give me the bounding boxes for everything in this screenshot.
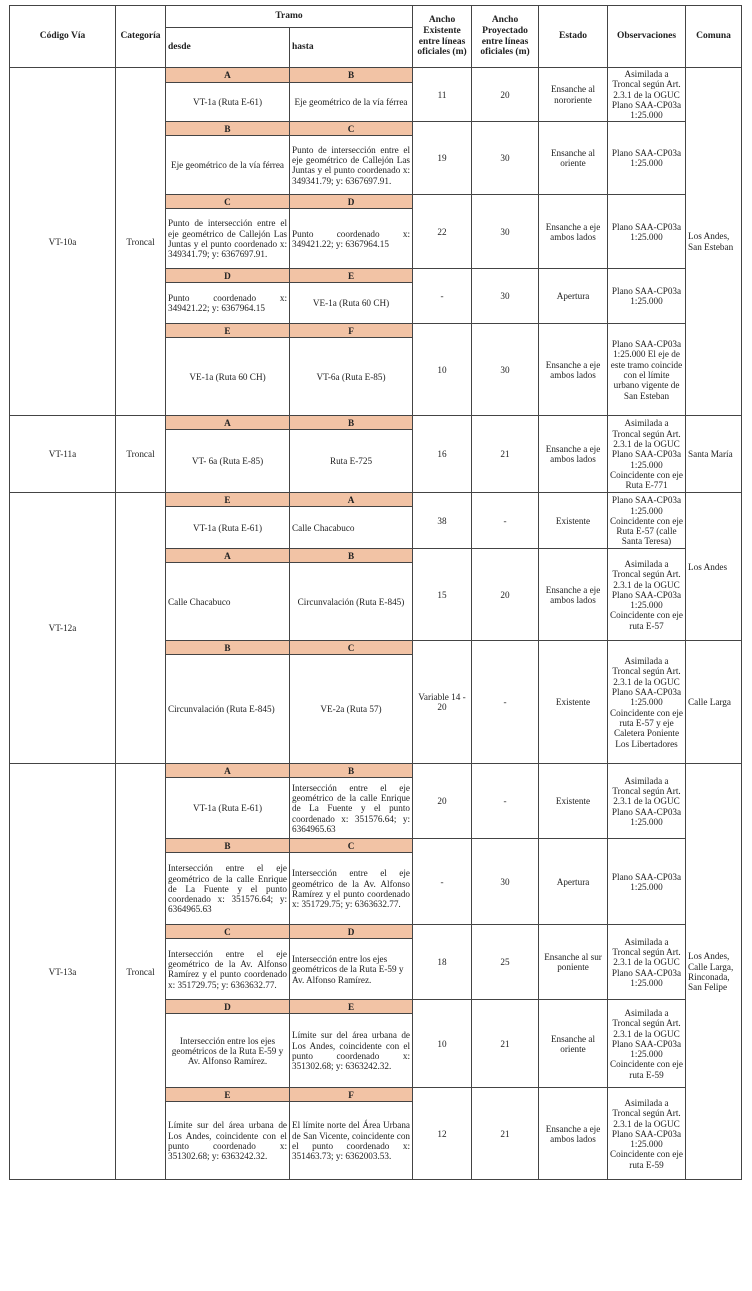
observaciones: Asimilada a Troncal según Art. 2.3.1 de la OGUC Plano SAA-CP03a 1:25.000: [608, 68, 686, 122]
observaciones: Plano SAA-CP03a 1:25.000 Coincidente con eje Ruta E-57 (calle Santa Teresa): [608, 493, 686, 549]
via-code: VT-10a: [10, 68, 116, 416]
tramo-desde: Punto coordenado x: 349421.22; y: 6367964.15: [166, 283, 290, 324]
estado: Ensanche a eje ambos lados: [539, 416, 608, 493]
ancho-existente: 19: [413, 122, 472, 195]
ancho-existente: 38: [413, 493, 472, 549]
to-letter: A: [290, 493, 413, 507]
estado: Existente: [539, 493, 608, 549]
via-category: Troncal: [116, 68, 166, 416]
observaciones: Asimilada a Troncal según Art. 2.3.1 de la OGUC Plano SAA-CP03a 1:25.000: [608, 925, 686, 1000]
tramo-hasta: Circunvalación (Ruta E-845): [290, 563, 413, 641]
from-letter: B: [166, 122, 290, 136]
tramo-hasta: VE-2a (Ruta 57): [290, 655, 413, 764]
to-letter: D: [290, 195, 413, 209]
to-letter: F: [290, 324, 413, 338]
from-letter: A: [166, 764, 290, 778]
comuna: Los Andes, Calle Larga, Rinconada, San Felipe: [686, 764, 742, 1180]
estado: Apertura: [539, 269, 608, 324]
observaciones: Asimilada a Troncal según Art. 2.3.1 de la OGUC Plano SAA-CP03a 1:25.000 Coincidente con eje ruta E-57 y eje Caletera Poniente Los Libertadores: [608, 641, 686, 764]
via-category: [116, 493, 166, 764]
tramo-desde: VE-1a (Ruta 60 CH): [166, 338, 290, 416]
tramo-desde: Intersección entre el eje geométrico de la Av. Alfonso Ramírez y el punto coordenado x: 351729.75; y: 6363632.77.: [166, 939, 290, 1000]
tramo-hasta: VE-1a (Ruta 60 CH): [290, 283, 413, 324]
to-letter: B: [290, 416, 413, 430]
to-letter: F: [290, 1088, 413, 1102]
observaciones: Asimilada a Troncal según Art. 2.3.1 de la OGUC Plano SAA-CP03a 1:25.000 Coincidente con eje ruta E-57: [608, 549, 686, 641]
ancho-existente: Variable 14 - 20: [413, 641, 472, 764]
ancho-existente: -: [413, 269, 472, 324]
estado: Ensanche al nororiente: [539, 68, 608, 122]
observaciones: Plano SAA-CP03a 1:25.000: [608, 195, 686, 269]
ancho-existente: 10: [413, 1000, 472, 1088]
ancho-existente: -: [413, 839, 472, 925]
header-desde: desde: [166, 28, 290, 68]
ancho-existente: 18: [413, 925, 472, 1000]
estado: Ensanche al sur poniente: [539, 925, 608, 1000]
from-letter: A: [166, 549, 290, 563]
from-letter: A: [166, 416, 290, 430]
tramo-hasta: Intersección entre los ejes geométricos de la Ruta E-59 y Av. Alfonso Ramírez.: [290, 939, 413, 1000]
from-letter: A: [166, 68, 290, 83]
from-letter: D: [166, 269, 290, 283]
tramo-desde: Calle Chacabuco: [166, 563, 290, 641]
to-letter: E: [290, 269, 413, 283]
to-letter: B: [290, 549, 413, 563]
from-letter: D: [166, 1000, 290, 1014]
ancho-proyectado: 30: [472, 195, 539, 269]
from-letter: B: [166, 641, 290, 655]
from-letter: B: [166, 839, 290, 853]
road-table: [9, 5, 742, 1180]
tramo-desde: VT-1a (Ruta E-61): [166, 507, 290, 549]
tramo-desde: Intersección entre los ejes geométricos de la Ruta E-59 y Av. Alfonso Ramírez.: [166, 1014, 290, 1088]
ancho-existente: 10: [413, 324, 472, 416]
ancho-existente: 16: [413, 416, 472, 493]
comuna: Los Andes, San Esteban: [686, 68, 742, 416]
from-letter: E: [166, 1088, 290, 1102]
observaciones: Asimilada a Troncal según Art. 2.3.1 de la OGUC Plano SAA-CP03a 1:25.000 Coincidente con eje Ruta E-771: [608, 416, 686, 493]
tramo-hasta: Intersección entre el eje geométrico de la calle Enrique de La Fuente y el punto coordenado x: 351576.64; y: 6364965.63: [290, 778, 413, 839]
tramo-hasta: Punto de intersección entre el eje geométrico de Callejón Las Juntas y el punto coordenado x: 349341.79; y: 6367697.91.: [290, 136, 413, 195]
tramo-desde: Punto de intersección entre el eje geométrico de Callejón Las Juntas y el punto coordenado x: 349341.79; y: 6367697.91.: [166, 209, 290, 269]
ancho-proyectado: 21: [472, 1000, 539, 1088]
comuna: Los Andes: [686, 493, 742, 641]
estado: Ensanche al oriente: [539, 1000, 608, 1088]
to-letter: C: [290, 641, 413, 655]
header-tramo: Tramo: [166, 6, 413, 28]
header-estado: Estado: [539, 6, 608, 68]
tramo-hasta: El límite norte del Área Urbana de San Vicente, coincidente con el punto coordenado x: 351463.73; y: 6362003.53.: [290, 1102, 413, 1180]
estado: Ensanche a eje ambos lados: [539, 549, 608, 641]
to-letter: D: [290, 925, 413, 939]
observaciones: Asimilada a Troncal según Art. 2.3.1 de la OGUC Plano SAA-CP03a 1:25.000 Coincidente con eje ruta E-59: [608, 1000, 686, 1088]
ancho-proyectado: 30: [472, 324, 539, 416]
ancho-proyectado: 20: [472, 68, 539, 122]
to-letter: C: [290, 122, 413, 136]
tramo-desde: Circunvalación (Ruta E-845): [166, 655, 290, 764]
from-letter: C: [166, 925, 290, 939]
observaciones: Asimilada a Troncal según Art. 2.3.1 de la OGUC Plano SAA-CP03a 1:25.000 Coincidente con eje ruta E-59: [608, 1088, 686, 1180]
ancho-proyectado: 25: [472, 925, 539, 1000]
estado: Apertura: [539, 839, 608, 925]
ancho-proyectado: -: [472, 764, 539, 839]
from-letter: C: [166, 195, 290, 209]
tramo-desde: Intersección entre el eje geométrico de la calle Enrique de La Fuente y el punto coordenado x: 351576.64; y: 6364965.63: [166, 853, 290, 925]
table-body: [10, 68, 742, 1180]
tramo-hasta: Límite sur del área urbana de Los Andes, coincidente con el punto coordenado x: 351302.68; y: 6363242.32.: [290, 1014, 413, 1088]
tramo-hasta: VT-6a (Ruta E-85): [290, 338, 413, 416]
header-categoria: Categoría: [116, 6, 166, 68]
ancho-proyectado: 30: [472, 122, 539, 195]
comuna: Santa María: [686, 416, 742, 493]
via-category: Troncal: [116, 764, 166, 1180]
ancho-existente: 15: [413, 549, 472, 641]
ancho-proyectado: -: [472, 641, 539, 764]
ancho-proyectado: 30: [472, 269, 539, 324]
observaciones: Plano SAA-CP03a 1:25.000: [608, 122, 686, 195]
header-ancho-proyectado: Ancho Proyectado entre líneas oficiales (m): [472, 6, 539, 68]
segment-letter-row: [10, 68, 742, 83]
estado: Ensanche a eje ambos lados: [539, 1088, 608, 1180]
ancho-proyectado: 21: [472, 416, 539, 493]
header-observaciones: Observaciones: [608, 6, 686, 68]
via-code: VT-13a: [10, 764, 116, 1180]
from-letter: E: [166, 493, 290, 507]
tramo-hasta: Ruta E-725: [290, 430, 413, 493]
estado: Existente: [539, 764, 608, 839]
header-hasta: hasta: [290, 28, 413, 68]
to-letter: C: [290, 839, 413, 853]
tramo-desde: VT-1a (Ruta E-61): [166, 778, 290, 839]
segment-letter-row: [10, 764, 742, 778]
tramo-hasta: Calle Chacabuco: [290, 507, 413, 549]
estado: Ensanche a eje ambos lados: [539, 324, 608, 416]
estado: Ensanche a eje ambos lados: [539, 195, 608, 269]
to-letter: E: [290, 1000, 413, 1014]
header-ancho-existente: Ancho Existente entre líneas oficiales (m): [413, 6, 472, 68]
ancho-existente: 20: [413, 764, 472, 839]
from-letter: E: [166, 324, 290, 338]
comuna: Calle Larga: [686, 641, 742, 764]
segment-letter-row: [10, 493, 742, 507]
tramo-hasta: Punto coordenado x: 349421.22; y: 6367964.15: [290, 209, 413, 269]
tramo-hasta: Intersección entre el eje geométrico de la Av. Alfonso Ramírez y el punto coordenado x: 351729.75; y: 6363632.77.: [290, 853, 413, 925]
to-letter: B: [290, 68, 413, 83]
observaciones: Plano SAA-CP03a 1:25.000: [608, 839, 686, 925]
header-codigo: Código Vía: [10, 6, 116, 68]
ancho-existente: 12: [413, 1088, 472, 1180]
estado: Ensanche al oriente: [539, 122, 608, 195]
ancho-proyectado: 21: [472, 1088, 539, 1180]
tramo-desde: Eje geométrico de la vía férrea: [166, 136, 290, 195]
tramo-hasta: Eje geométrico de la vía férrea: [290, 82, 413, 122]
to-letter: B: [290, 764, 413, 778]
ancho-proyectado: -: [472, 493, 539, 549]
tramo-desde: VT-1a (Ruta E-61): [166, 82, 290, 122]
ancho-proyectado: 30: [472, 839, 539, 925]
observaciones: Plano SAA-CP03a 1:25.000 El eje de este tramo coincide con el límite urbano vigente de San Esteban: [608, 324, 686, 416]
tramo-desde: VT- 6a (Ruta E-85): [166, 430, 290, 493]
observaciones: Asimilada a Troncal según Art. 2.3.1 de la OGUC Plano SAA-CP03a 1:25.000: [608, 764, 686, 839]
via-code: VT-12a: [10, 493, 116, 764]
via-code: VT-11a: [10, 416, 116, 493]
observaciones: Plano SAA-CP03a 1:25.000: [608, 269, 686, 324]
segment-letter-row: [10, 416, 742, 430]
ancho-existente: 22: [413, 195, 472, 269]
estado: Existente: [539, 641, 608, 764]
tramo-desde: Límite sur del área urbana de Los Andes, coincidente con el punto coordenado x: 351302.68; y: 6363242.32.: [166, 1102, 290, 1180]
ancho-existente: 11: [413, 68, 472, 122]
ancho-proyectado: 20: [472, 549, 539, 641]
via-category: Troncal: [116, 416, 166, 493]
header-comuna: Comuna: [686, 6, 742, 68]
